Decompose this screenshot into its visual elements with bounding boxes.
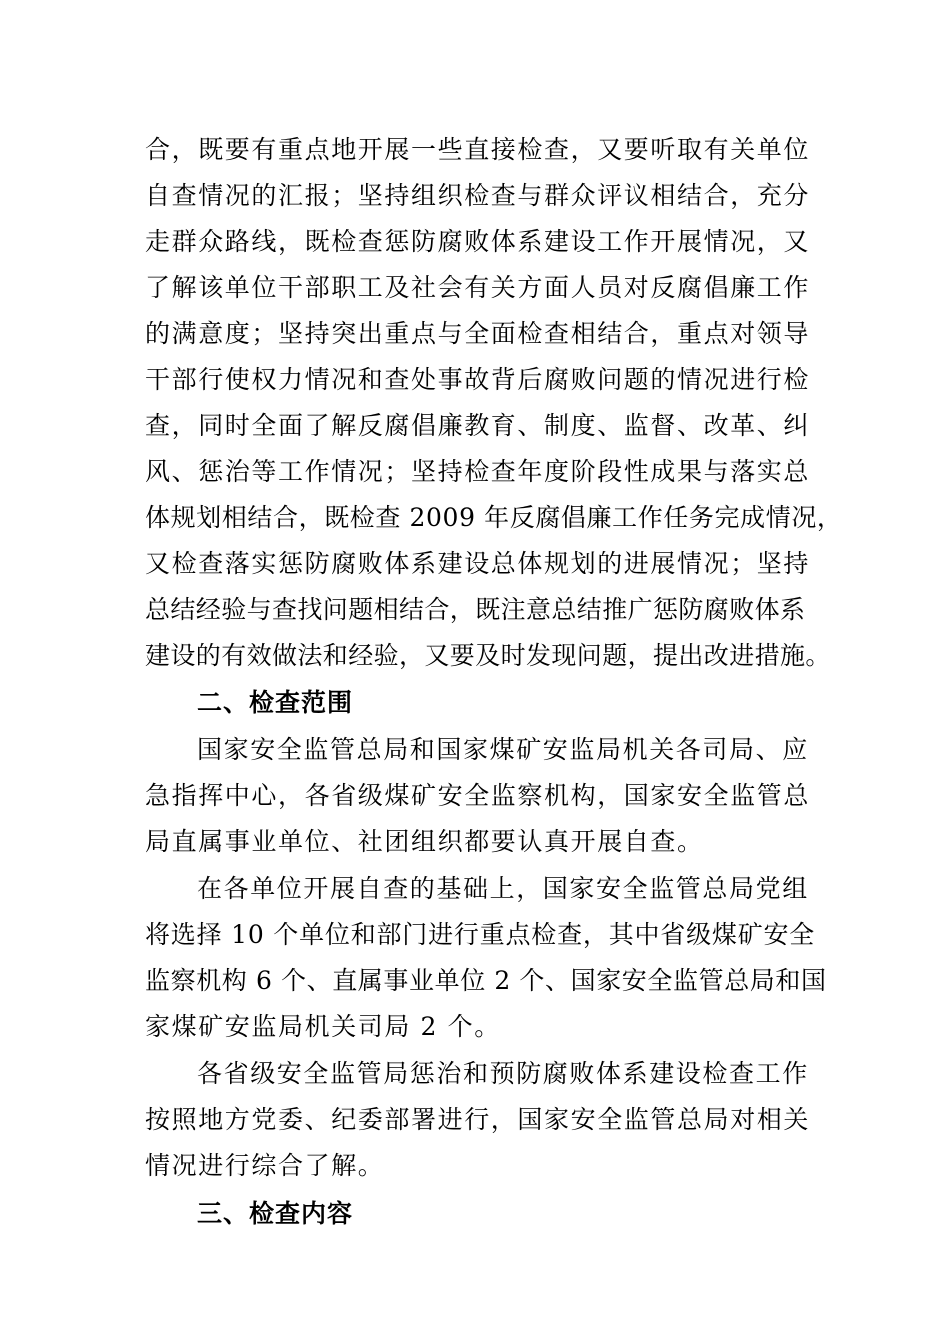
section-2-paragraph-c-line-1: 各省级安全监管局惩治和预防腐败体系建设检查工作: [197, 1059, 809, 1088]
paragraph-1-line-11: 总结经验与查找问题相结合，既注意总结推广惩防腐败体系: [145, 595, 806, 624]
paragraph-1-line-6: 干部行使权力情况和查处事故背后腐败问题的情况进行检: [145, 365, 811, 394]
paragraph-1-line-10: 又检查落实惩防腐败体系建设总体规划的进展情况；坚持: [145, 549, 811, 578]
section-2-paragraph-a-line-2: 急指挥中心，各省级煤矿安全监察机构，国家安全监管总: [145, 781, 811, 810]
section-3-heading: 三、检查内容: [197, 1199, 354, 1228]
section-2-paragraph-a-line-1: 国家安全监管总局和国家煤矿安监局机关各司局、应: [197, 735, 809, 764]
paragraph-1-line-9: 体规划相结合，既检查 2009 年反腐倡廉工作任务完成情况，: [145, 503, 843, 532]
section-2-paragraph-b-line-2: 将选择 10 个单位和部门进行重点检查，其中省级煤矿安全: [145, 920, 816, 949]
paragraph-1-line-12: 建设的有效做法和经验，又要及时发现问题，提出改进措施。: [145, 641, 831, 670]
section-2-heading: 二、检查范围: [197, 688, 354, 717]
section-2-paragraph-b-line-1: 在各单位开展自查的基础上，国家安全监管总局党组: [197, 874, 809, 903]
paragraph-1-line-5: 的满意度；坚持突出重点与全面检查相结合，重点对领导: [145, 319, 811, 348]
paragraph-1-line-2: 自查情况的汇报；坚持组织检查与群众评议相结合，充分: [145, 181, 811, 210]
section-2-paragraph-c-line-2: 按照地方党委、纪委部署进行，国家安全监管总局对相关: [145, 1105, 811, 1134]
section-2-paragraph-a-line-3: 局直属事业单位、社团组织都要认真开展自查。: [145, 827, 704, 856]
paragraph-1-line-7: 查，同时全面了解反腐倡廉教育、制度、监督、改革、纠: [145, 411, 811, 440]
paragraph-1-line-3: 走群众路线，既检查惩防腐败体系建设工作开展情况，又: [145, 227, 811, 256]
paragraph-1-line-4: 了解该单位干部职工及社会有关方面人员对反腐倡廉工作: [145, 273, 811, 302]
paragraph-1-line-1: 合，既要有重点地开展一些直接检查，又要听取有关单位: [145, 135, 811, 164]
section-2-paragraph-c-line-3: 情况进行综合了解。: [145, 1151, 385, 1180]
section-2-paragraph-b-line-4: 家煤矿安监局机关司局 2 个。: [145, 1012, 501, 1041]
paragraph-1-line-8: 风、惩治等工作情况；坚持检查年度阶段性成果与落实总: [145, 457, 811, 486]
section-2-paragraph-b-line-3: 监察机构 6 个、直属事业单位 2 个、国家安全监管总局和国: [145, 966, 827, 995]
